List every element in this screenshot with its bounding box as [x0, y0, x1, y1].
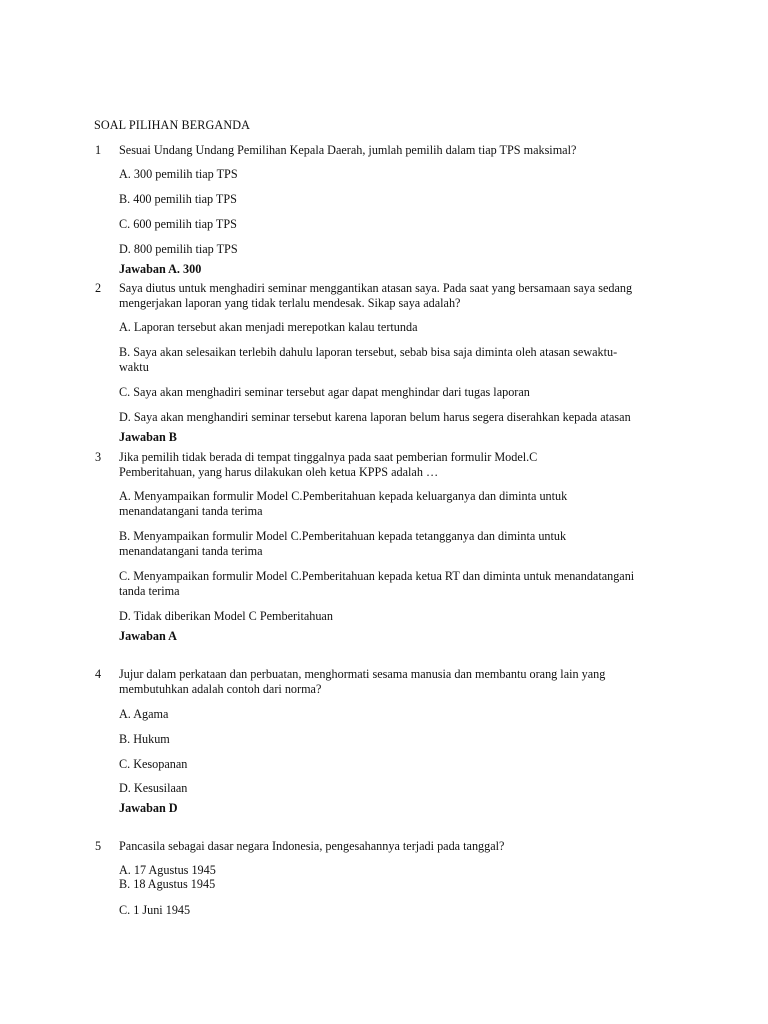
question-text: Pemberitahuan, yang harus dilakukan oleh ketua KPPS adalah … [119, 465, 439, 479]
option-a: A. Laporan tersebut akan menjadi merepotkan kalau tertunda [119, 320, 418, 334]
option-c: C. 600 pemilih tiap TPS [119, 217, 237, 231]
option-a: A. Agama [119, 707, 169, 721]
option-c: C. Menyampaikan formulir Model C.Pemberitahuan kepada ketua RT dan diminta untuk menandatangani [119, 569, 635, 583]
option-d: D. Tidak diberikan Model C Pemberitahuan [119, 609, 333, 623]
option-b: menandatangani tanda terima [119, 544, 263, 558]
question-number: 5 [95, 839, 102, 853]
question-text: Jujur dalam perkataan dan perbuatan, menghormati sesama manusia dan membantu orang lain yang [119, 667, 606, 681]
question-number: 1 [95, 143, 102, 157]
question-text: Saya diutus untuk menghadiri seminar menggantikan atasan saya. Pada saat yang bersamaan saya sedang [119, 281, 633, 295]
option-b: B. 400 pemilih tiap TPS [119, 192, 237, 206]
question-text: Sesuai Undang Undang Pemilihan Kepala Daerah, jumlah pemilih dalam tiap TPS maksimal? [119, 143, 577, 157]
option-c: tanda terima [119, 584, 180, 598]
option-c: C. Kesopanan [119, 757, 188, 771]
answer-key: Jawaban B [119, 430, 177, 444]
answer-key: Jawaban D [119, 801, 178, 815]
question-number: 3 [95, 450, 102, 464]
option-d: D. 800 pemilih tiap TPS [119, 242, 238, 256]
option-c: C. Saya akan menghadiri seminar tersebut agar dapat menghindar dari tugas laporan [119, 385, 530, 399]
option-b: B. Hukum [119, 732, 170, 746]
option-b: B. Saya akan selesaikan terlebih dahulu laporan tersebut, sebab bisa saja diminta oleh atasan sewaktu- [119, 345, 618, 359]
answer-key: Jawaban A [119, 629, 177, 643]
option-a: A. 300 pemilih tiap TPS [119, 167, 238, 181]
question-text: Jika pemilih tidak berada di tempat tinggalnya pada saat pemberian formulir Model.C [119, 450, 538, 464]
question-number: 2 [95, 281, 102, 295]
option-d: D. Saya akan menghandiri seminar tersebut karena laporan belum harus segera diserahkan kepada atasan [119, 410, 631, 424]
question-text: Pancasila sebagai dasar negara Indonesia, pengesahannya terjadi pada tanggal? [119, 839, 505, 853]
option-a: menandatangani tanda terima [119, 504, 263, 518]
document-title: SOAL PILIHAN BERGANDA [94, 118, 251, 132]
option-a: A. Menyampaikan formulir Model C.Pemberitahuan kepada keluarganya dan diminta untuk [119, 489, 568, 503]
option-b: B. 18 Agustus 1945 [119, 877, 216, 891]
option-a: A. 17 Agustus 1945 [119, 863, 216, 877]
question-text: membutuhkan adalah contoh dari norma? [119, 682, 322, 696]
question-number: 4 [95, 667, 102, 681]
option-b: B. Menyampaikan formulir Model C.Pemberitahuan kepada tetangganya dan diminta untuk [119, 529, 567, 543]
option-c: C. 1 Juni 1945 [119, 903, 191, 917]
option-b: waktu [119, 360, 149, 374]
answer-key: Jawaban A. 300 [119, 262, 202, 276]
option-d: D. Kesusilaan [119, 781, 188, 795]
question-text: mengerjakan laporan yang tidak terlalu mendesak. Sikap saya adalah? [119, 296, 461, 310]
